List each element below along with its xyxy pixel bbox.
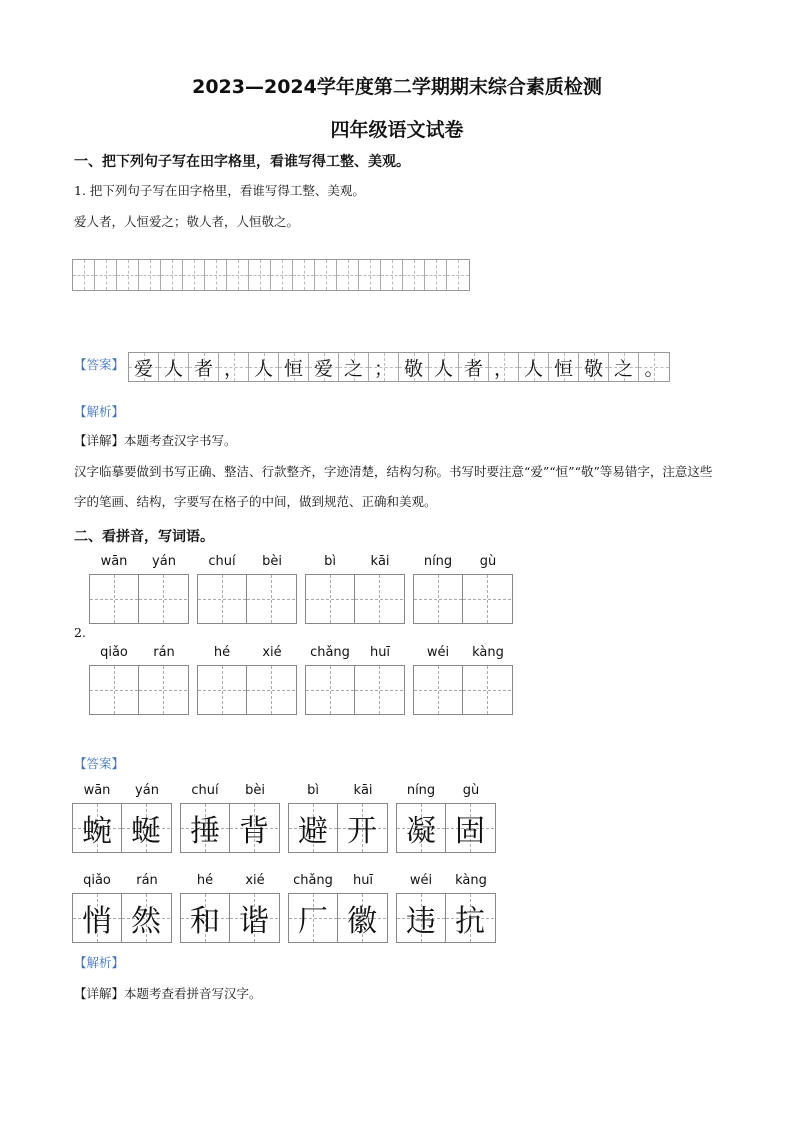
answer-cell xyxy=(249,353,279,381)
answer-character: 避 xyxy=(298,814,328,849)
pinyin-line xyxy=(396,873,496,893)
pinyin-syllable: bèi xyxy=(245,783,265,798)
tianzige-boxes xyxy=(305,665,405,715)
tianzige-cell xyxy=(397,804,446,852)
pinyin-syllable: chuí xyxy=(191,783,219,798)
answer-cell xyxy=(339,353,369,381)
pinyin-word-group xyxy=(305,645,405,715)
tianzige-cell xyxy=(181,804,230,852)
tianzige-cell xyxy=(90,666,139,714)
tianzige-boxes xyxy=(396,803,496,853)
answer-cell xyxy=(519,353,549,381)
tianzige-cell xyxy=(247,666,295,714)
grid-cell xyxy=(205,260,227,290)
tianzige-cell xyxy=(122,894,170,942)
answer-cell xyxy=(639,353,669,381)
detail-1 xyxy=(74,430,237,452)
pinyin-syllable: wéi xyxy=(426,645,450,660)
answer-cell xyxy=(489,353,519,381)
tianzige-cell xyxy=(198,575,247,623)
answer-character: 违 xyxy=(406,904,436,939)
pinyin-syllable: chǎng xyxy=(293,873,333,888)
detail-text-1: 本题考查汉字书写。 xyxy=(124,433,237,448)
tianzige-cell xyxy=(414,666,463,714)
tianzige-cell xyxy=(446,804,494,852)
pinyin-syllable: huī xyxy=(369,645,391,660)
tianzige-boxes xyxy=(197,665,297,715)
pinyin-word-group xyxy=(89,554,189,624)
tianzige-boxes xyxy=(288,893,388,943)
tianzige-boxes xyxy=(89,665,189,715)
answer-character: 蜒 xyxy=(131,814,161,849)
pinyin-line xyxy=(89,554,189,574)
question-2-number: 2. xyxy=(74,625,86,640)
tianzige-cell xyxy=(289,804,338,852)
grid-cell xyxy=(293,260,315,290)
pinyin-line xyxy=(396,783,496,803)
pinyin-syllable: rán xyxy=(153,645,175,660)
answer-character: 凝 xyxy=(406,814,436,849)
tianzige-cell xyxy=(338,804,386,852)
answer-char: 恒 xyxy=(553,357,573,380)
tianzige-cell xyxy=(306,575,355,623)
grid-cell xyxy=(337,260,359,290)
answer-cell xyxy=(129,353,159,381)
pinyin-syllable: chǎng xyxy=(310,645,350,660)
answer-character: 蜿 xyxy=(82,814,112,849)
grid-cell xyxy=(161,260,183,290)
tianzige-boxes xyxy=(288,803,388,853)
pinyin-syllable: gù xyxy=(479,554,497,569)
pinyin-word-group xyxy=(197,554,297,624)
pinyin-syllable: gù xyxy=(462,783,480,798)
pinyin-line xyxy=(89,645,189,665)
grid-cell xyxy=(227,260,249,290)
pinyin-syllable: bì xyxy=(324,554,336,569)
tianzige-cell xyxy=(230,804,278,852)
sentence-to-copy: 爱人者，人恒爱之；敬人者，人恒敬之。 xyxy=(74,214,300,229)
answer-character: 厂 xyxy=(298,904,328,939)
tianzige-cell xyxy=(463,666,511,714)
answer-character: 然 xyxy=(131,904,161,939)
answer-character: 悄 xyxy=(82,904,112,939)
tianzige-boxes xyxy=(197,574,297,624)
pinyin-syllable: xié xyxy=(262,645,282,660)
answer-label-1: 【答案】 xyxy=(74,357,125,372)
answer-char: 敬 xyxy=(403,357,423,380)
analysis-label-2: 【解析】 xyxy=(74,955,125,970)
tianzige-boxes xyxy=(413,574,513,624)
pinyin-line xyxy=(413,645,513,665)
tianzige-cell xyxy=(139,666,187,714)
answer-char: ， xyxy=(223,357,243,380)
answer-char: 者 xyxy=(193,357,213,380)
pinyin-syllable: kāi xyxy=(370,554,390,569)
tianzige-cell xyxy=(139,575,187,623)
tianzige-boxes xyxy=(180,893,280,943)
pinyin-syllable: huī xyxy=(352,873,374,888)
analysis-label-1: 【解析】 xyxy=(74,404,125,419)
detail-2 xyxy=(74,983,262,1005)
answer-character: 谐 xyxy=(239,904,269,939)
pinyin-syllable: xié xyxy=(245,873,265,888)
tianzige-cell xyxy=(397,894,446,942)
answer-label-2: 【答案】 xyxy=(74,756,125,771)
tianzige-cell xyxy=(230,894,278,942)
pinyin-line xyxy=(288,873,388,893)
tianzige-cell xyxy=(306,666,355,714)
pinyin-syllable: níng xyxy=(406,783,436,798)
pinyin-syllable: kāi xyxy=(353,783,373,798)
grid-cell xyxy=(381,260,403,290)
tianzige-cell xyxy=(181,894,230,942)
exam-title: 2023—2024学年度第二学期期末综合素质检测 xyxy=(192,76,602,98)
pinyin-syllable: bèi xyxy=(262,554,282,569)
tianzige-cell xyxy=(463,575,511,623)
tianzige-cell xyxy=(73,804,122,852)
pinyin-word-group xyxy=(413,645,513,715)
pinyin-syllable: hé xyxy=(196,873,214,888)
tianzige-boxes xyxy=(180,803,280,853)
answer-char: 爱 xyxy=(133,357,153,380)
answer-cell xyxy=(459,353,489,381)
answer-character: 开 xyxy=(347,814,377,849)
tianzige-cell xyxy=(414,575,463,623)
answer-cell xyxy=(609,353,639,381)
pinyin-syllable: hé xyxy=(213,645,231,660)
answer-char: 之 xyxy=(343,357,363,380)
tianzige-boxes xyxy=(89,574,189,624)
pinyin-word-group xyxy=(305,554,405,624)
answer-word-group xyxy=(72,873,172,943)
writing-grid-blank xyxy=(72,259,470,291)
answer-char: 恒 xyxy=(283,357,303,380)
pinyin-line xyxy=(72,783,172,803)
tianzige-cell xyxy=(338,894,386,942)
tianzige-cell xyxy=(289,894,338,942)
answer-word-group xyxy=(396,783,496,853)
pinyin-line xyxy=(197,645,297,665)
section1-heading: 一、把下列句子写在田字格里，看谁写得工整、美观。 xyxy=(74,154,410,170)
pinyin-syllable: qiǎo xyxy=(83,873,111,888)
answer-char: 人 xyxy=(163,357,183,380)
tianzige-boxes xyxy=(413,665,513,715)
answer-character: 抗 xyxy=(455,904,485,939)
pinyin-syllable: bì xyxy=(307,783,319,798)
pinyin-word-group xyxy=(197,645,297,715)
answer-character: 背 xyxy=(239,814,269,849)
tianzige-boxes xyxy=(72,803,172,853)
pinyin-word-group xyxy=(89,645,189,715)
pinyin-line xyxy=(180,783,280,803)
grid-cell xyxy=(73,260,95,290)
answer-word-group xyxy=(288,873,388,943)
grid-cell xyxy=(271,260,293,290)
tianzige-cell xyxy=(198,666,247,714)
tianzige-boxes xyxy=(72,893,172,943)
answer-cell xyxy=(159,353,189,381)
pinyin-line xyxy=(288,783,388,803)
explanation-1: 汉字临摹要做到书写正确、整洁、行款整齐，字迹清楚，结构匀称。书写时要注意“爱”“恒”“敬”等易错字，注意这些字的笔画、结构，字要写在格子的中间，做到规范、正确和美观。 xyxy=(74,464,713,509)
detail-label-1: 【详解】 xyxy=(74,433,125,448)
pinyin-line xyxy=(72,873,172,893)
answer-character: 固 xyxy=(455,814,485,849)
pinyin-line xyxy=(197,554,297,574)
answer-cell xyxy=(279,353,309,381)
pinyin-syllable: wān xyxy=(100,554,128,569)
pinyin-syllable: chuí xyxy=(208,554,236,569)
exam-subtitle: 四年级语文试卷 xyxy=(330,119,464,141)
section2-heading: 二、看拼音，写词语。 xyxy=(74,529,214,545)
grid-cell xyxy=(183,260,205,290)
pinyin-syllable: yán xyxy=(135,783,159,798)
answer-char: 人 xyxy=(433,357,453,380)
pinyin-line xyxy=(180,873,280,893)
answer-character: 徽 xyxy=(347,904,377,939)
pinyin-word-group xyxy=(413,554,513,624)
grid-cell xyxy=(315,260,337,290)
answer-word-group xyxy=(288,783,388,853)
tianzige-cell xyxy=(446,894,494,942)
tianzige-cell xyxy=(73,894,122,942)
answer-word-group xyxy=(180,873,280,943)
pinyin-line xyxy=(305,645,405,665)
answer-char: 爱 xyxy=(313,357,333,380)
tianzige-boxes xyxy=(305,574,405,624)
grid-cell xyxy=(359,260,381,290)
answer-char: 之 xyxy=(613,357,633,380)
answer-word-group xyxy=(396,873,496,943)
answer-char: 人 xyxy=(253,357,273,380)
answer-character: 和 xyxy=(190,904,220,939)
answer-cell xyxy=(429,353,459,381)
tianzige-cell xyxy=(355,575,403,623)
tianzige-boxes xyxy=(396,893,496,943)
writing-grid-answer xyxy=(128,352,670,382)
tianzige-cell xyxy=(355,666,403,714)
grid-cell xyxy=(95,260,117,290)
pinyin-syllable: wān xyxy=(83,783,111,798)
answer-char: ； xyxy=(373,357,393,380)
answer-word-group xyxy=(72,783,172,853)
answer-char: 人 xyxy=(523,357,543,380)
grid-cell xyxy=(447,260,469,290)
grid-cell xyxy=(249,260,271,290)
question-1: 1. 把下列句子写在田字格里，看谁写得工整、美观。 xyxy=(74,183,365,198)
pinyin-syllable: rán xyxy=(136,873,158,888)
answer-char: 。 xyxy=(644,357,664,380)
answer-cell xyxy=(549,353,579,381)
answer-word-group xyxy=(180,783,280,853)
pinyin-syllable: wéi xyxy=(409,873,433,888)
grid-cell xyxy=(139,260,161,290)
answer-char: 敬 xyxy=(583,357,603,380)
answer-cell xyxy=(219,353,249,381)
grid-cell xyxy=(117,260,139,290)
pinyin-syllable: níng xyxy=(423,554,453,569)
answer-char: ， xyxy=(493,357,513,380)
grid-cell xyxy=(425,260,447,290)
answer-cell xyxy=(369,353,399,381)
grid-cell xyxy=(403,260,425,290)
pinyin-syllable: qiǎo xyxy=(100,645,128,660)
detail-text-2: 本题考查看拼音写汉字。 xyxy=(124,986,262,1001)
answer-cell xyxy=(189,353,219,381)
answer-char: 者 xyxy=(463,357,483,380)
answer-character: 捶 xyxy=(190,814,220,849)
answer-cell xyxy=(579,353,609,381)
answer-cell xyxy=(399,353,429,381)
tianzige-cell xyxy=(90,575,139,623)
pinyin-line xyxy=(305,554,405,574)
pinyin-syllable: kàng xyxy=(472,645,504,660)
pinyin-syllable: yán xyxy=(152,554,176,569)
answer-cell xyxy=(309,353,339,381)
tianzige-cell xyxy=(247,575,295,623)
detail-label-2: 【详解】 xyxy=(74,986,125,1001)
tianzige-cell xyxy=(122,804,170,852)
pinyin-syllable: kàng xyxy=(455,873,487,888)
pinyin-line xyxy=(413,554,513,574)
